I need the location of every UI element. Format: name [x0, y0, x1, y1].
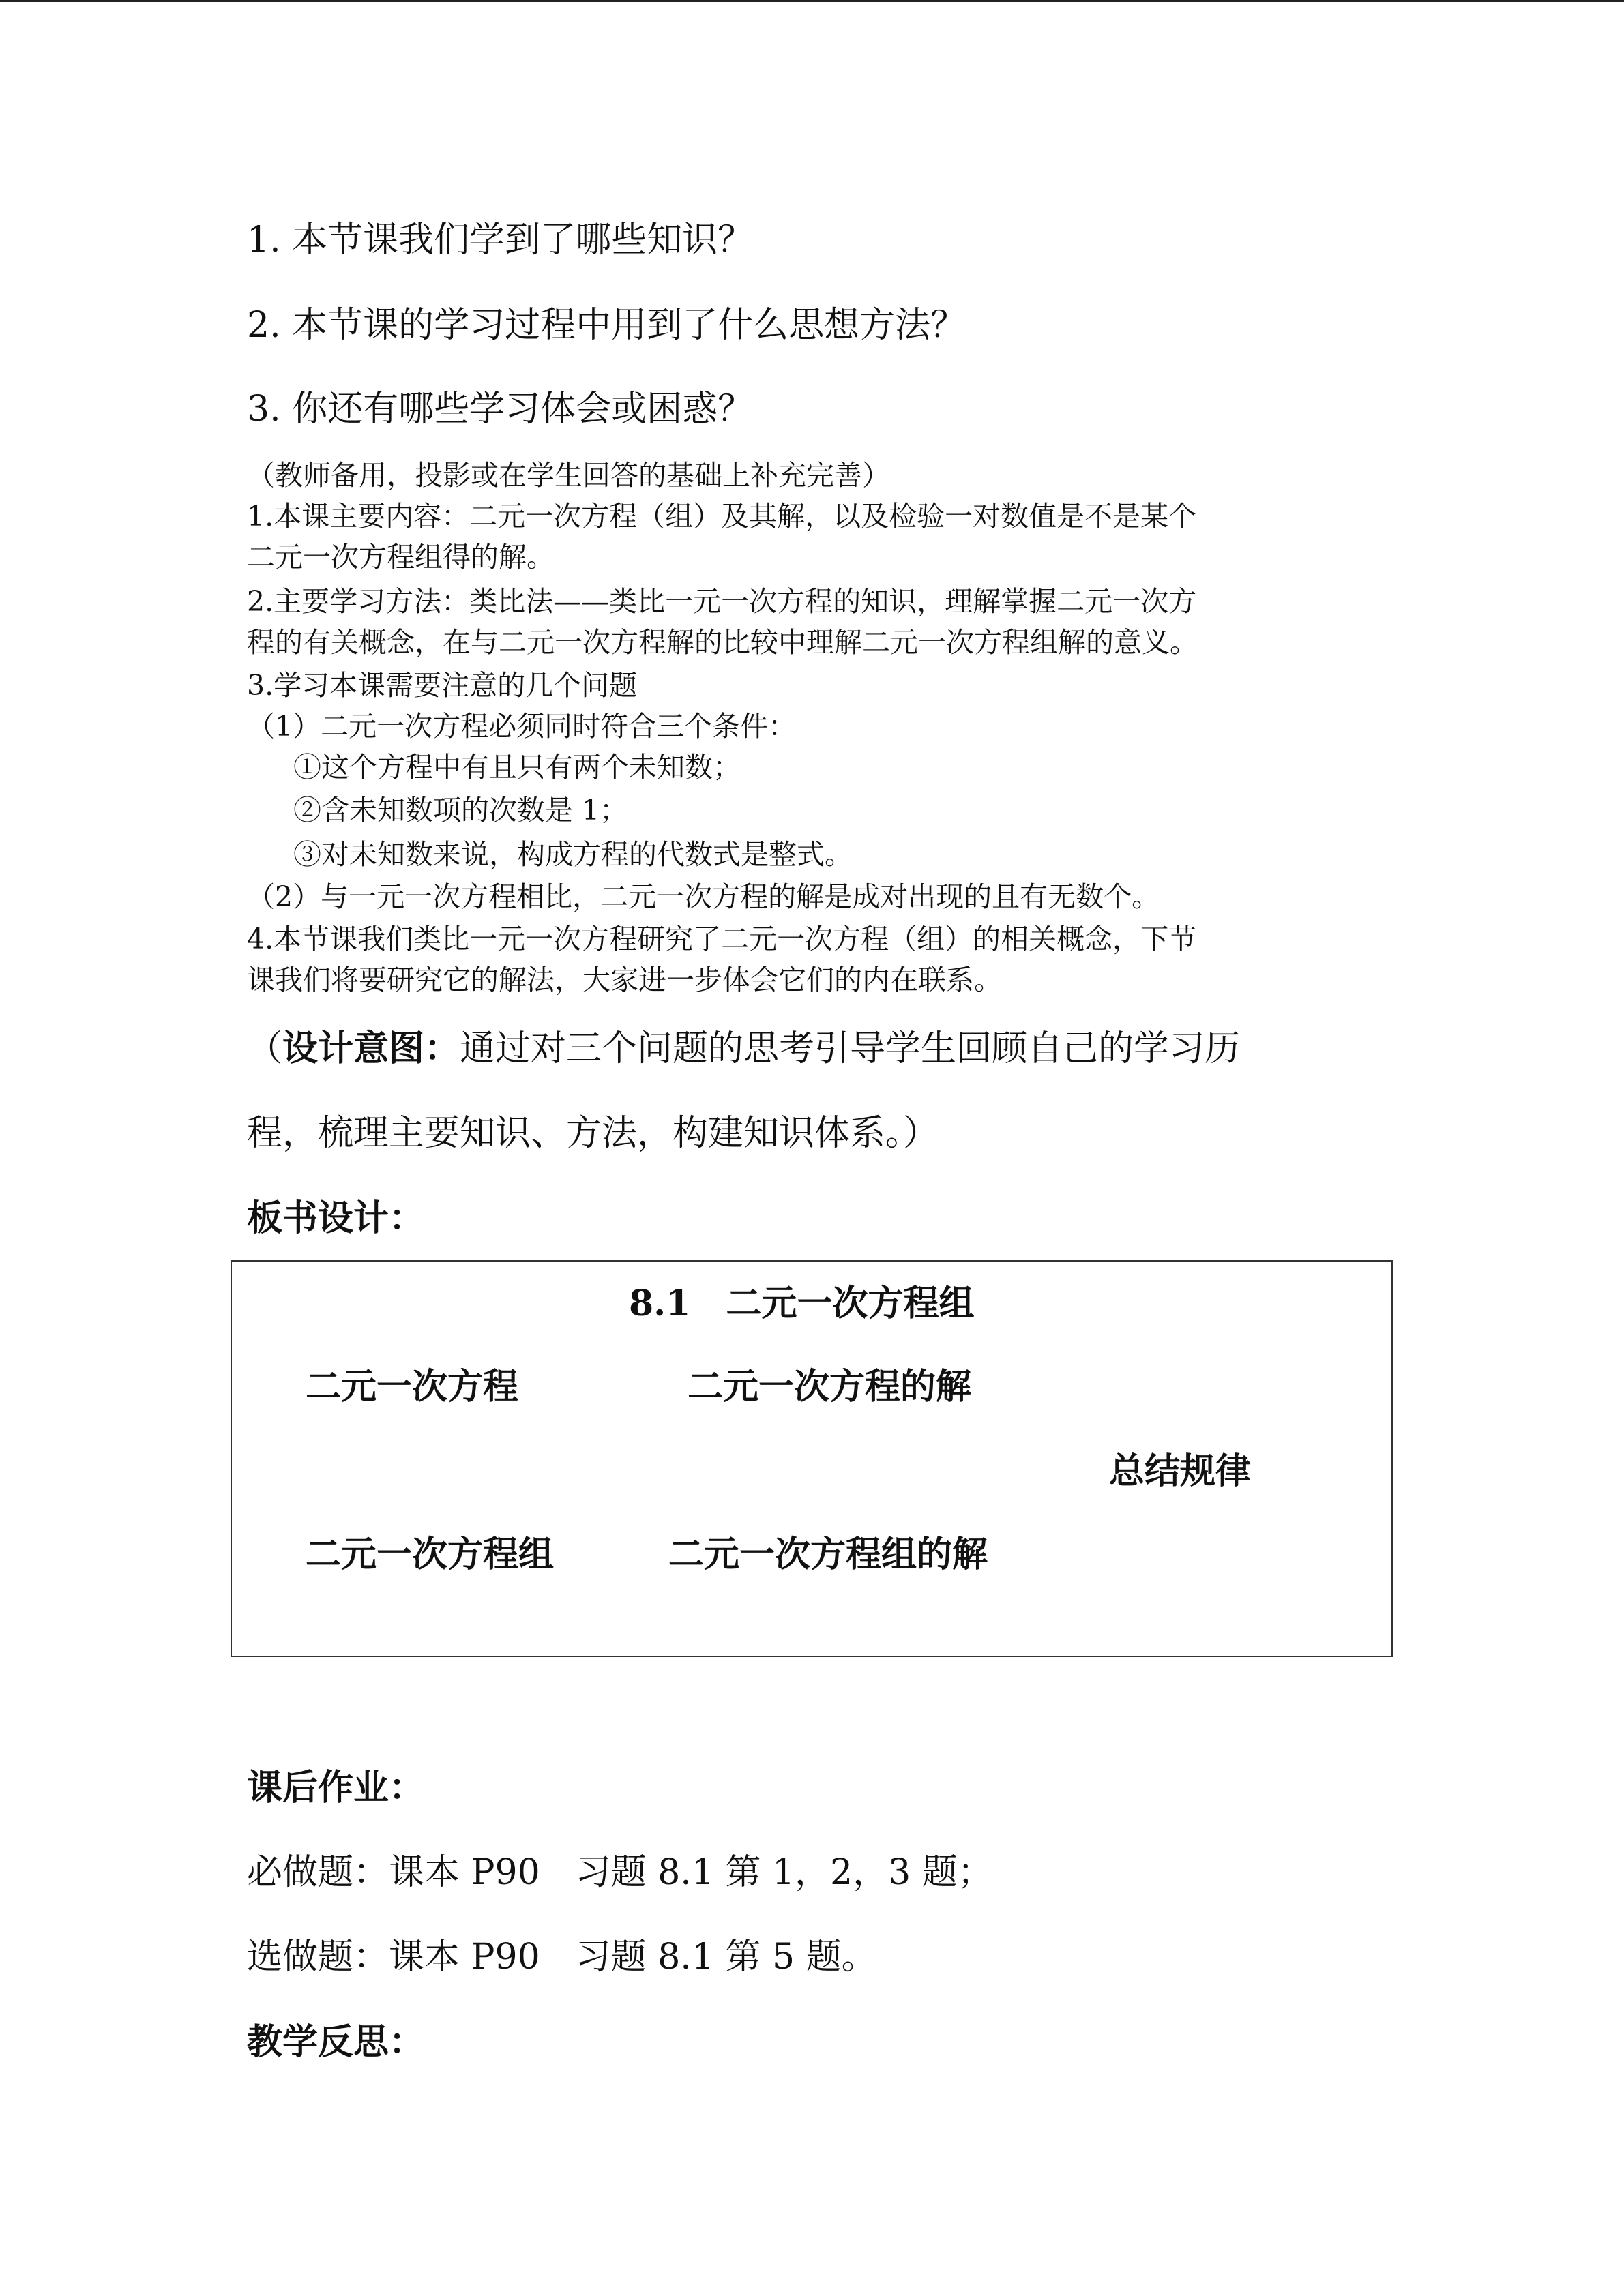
teacher-note-condition-2: ②含未知数项的次数是 1； — [293, 794, 628, 826]
teacher-note-condition-1: ①这个方程中有且只有两个未知数； — [293, 751, 741, 784]
design-intent-line1 — [247, 1028, 1240, 1069]
teacher-note-item4-line1: 4.本节课我们类比一元一次方程研究了二元一次方程（组）的相关概念，下节 — [247, 923, 1197, 955]
design-intent-label: 设计意图： — [282, 1028, 460, 1069]
design-intent-open-paren: （ — [247, 1028, 283, 1069]
teacher-note-intro: （教师备用，投影或在学生回答的基础上补充完善） — [247, 459, 890, 492]
design-intent-line2: 程，梳理主要知识、方法，构建知识体系。） — [247, 1113, 939, 1154]
teacher-note-item2-line1: 2.主要学习方法：类比法——类比一元一次方程的知识，理解掌握二元一次方 — [247, 585, 1197, 618]
teacher-note-item3: 3.学习本课需要注意的几个问题 — [247, 669, 638, 702]
board-left-top: 二元一次方程 — [306, 1366, 519, 1407]
board-right-top: 二元一次方程的解 — [688, 1366, 972, 1407]
board-design-heading: 板书设计： — [247, 1197, 425, 1239]
page-top-border — [0, 0, 1624, 2]
teacher-note-item2-line2: 程的有关概念，在与二元一次方程解的比较中理解二元一次方程组解的意义。 — [247, 626, 1198, 659]
reflection-heading: 教学反思： — [247, 2021, 425, 2063]
board-left-bottom: 二元一次方程组 — [306, 1534, 555, 1575]
teacher-note-item1-line2: 二元一次方程组得的解。 — [247, 541, 555, 573]
homework-heading: 课后作业： — [247, 1767, 425, 1808]
teacher-note-item4-line2: 课我们将要研究它的解法，大家进一步体会它们的内在联系。 — [247, 964, 1002, 996]
teacher-note-condition-3: ③对未知数来说，构成方程的代数式是整式。 — [293, 838, 853, 871]
teacher-note-sub1: （1）二元一次方程必须同时符合三个条件： — [247, 710, 797, 743]
homework-required: 必做题：课本 P90 习题 8.1 第 1，2，3 题； — [247, 1852, 993, 1893]
board-title: 8.1 二元一次方程组 — [629, 1283, 975, 1324]
teacher-note-sub2: （2）与一元一次方程相比，二元一次方程的解是成对出现的且有无数个。 — [247, 880, 1160, 913]
board-summary: 总结规律 — [1109, 1450, 1252, 1492]
question-2: 2. 本节课的学习过程中用到了什么思想方法？ — [247, 305, 966, 346]
homework-optional: 选做题：课本 P90 习题 8.1 第 5 题。 — [247, 1937, 877, 1978]
board-right-bottom: 二元一次方程组的解 — [668, 1534, 988, 1575]
question-1: 1. 本节课我们学到了哪些知识？ — [247, 220, 754, 260]
teacher-note-item1-line1: 1.本课主要内容：二元一次方程（组）及其解，以及检验一对数值是不是某个 — [247, 500, 1197, 533]
question-3: 3. 你还有哪些学习体会或困惑？ — [247, 389, 754, 430]
design-intent-text-1: 通过对三个问题的思考引导学生回顾自己的学习历 — [460, 1028, 1241, 1069]
board-design-box — [231, 1260, 1393, 1657]
